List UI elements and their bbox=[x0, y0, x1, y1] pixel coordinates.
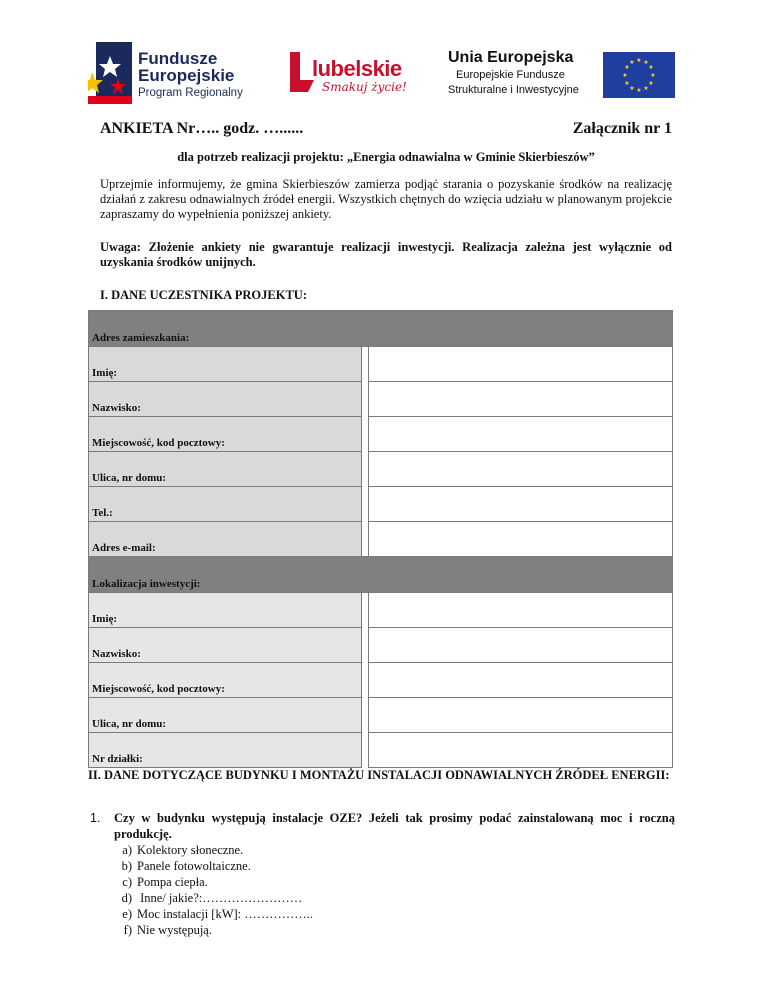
fe-line3: Program Regionalny bbox=[138, 87, 243, 99]
participant-form-table bbox=[88, 310, 673, 768]
address-header-row bbox=[89, 311, 673, 347]
answer-option[interactable]: d) Inne/ jakie?:…………………… bbox=[121, 891, 303, 905]
svg-text:★: ★ bbox=[624, 64, 630, 71]
survey-number: ANKIETA Nr….. godz. …...... bbox=[100, 120, 304, 137]
svg-text:★: ★ bbox=[629, 85, 635, 92]
attachment-label: Załącznik nr 1 bbox=[572, 120, 672, 137]
phone-input[interactable] bbox=[369, 487, 673, 522]
svg-text:★: ★ bbox=[636, 87, 642, 94]
field-label: Nazwisko: bbox=[89, 382, 362, 417]
location-first-name-input[interactable] bbox=[369, 593, 673, 628]
lubelskie-slogan: Smakuj życie! bbox=[322, 80, 407, 94]
fe-text bbox=[138, 50, 243, 101]
field-label: Imię: bbox=[89, 593, 362, 628]
svg-text:★: ★ bbox=[624, 80, 630, 87]
form-row bbox=[89, 733, 673, 768]
location-header: Lokalizacja inwestycji: bbox=[89, 557, 673, 593]
svg-text:★: ★ bbox=[643, 85, 649, 92]
eu-title: Unia Europejska bbox=[448, 49, 574, 66]
plot-number-input[interactable] bbox=[369, 733, 673, 768]
fe-stars-icon bbox=[88, 42, 132, 104]
project-subtitle: dla potrzeb realizacji projektu: „Energia odnawialna w Gminie Skierbieszów” bbox=[177, 150, 595, 164]
last-name-input[interactable] bbox=[369, 382, 673, 417]
answer-option[interactable]: f) Nie występują. bbox=[123, 923, 212, 937]
svg-text:★: ★ bbox=[650, 72, 656, 79]
fe-line2: Europejskie bbox=[138, 66, 235, 85]
field-label: Nr działki: bbox=[89, 733, 362, 768]
form-row bbox=[89, 452, 673, 487]
form-row bbox=[89, 487, 673, 522]
field-label: Miejscowość, kod pocztowy: bbox=[89, 663, 362, 698]
fe-line1: Fundusze bbox=[138, 49, 218, 68]
location-street-input[interactable] bbox=[369, 698, 673, 733]
intro-paragraph: Uprzejmie informujemy, że gmina Skierbieszów zamierza podjąć starania o pozyskanie środków na realizację działań z zakresu odnawialnych źródeł energii. Wszystkich chętnych do wzięcia udziału w planowanym projekcie zapraszamy do wypełnienia poniższej ankiety. bbox=[100, 177, 672, 221]
email-input[interactable] bbox=[369, 522, 673, 557]
form-row bbox=[89, 628, 673, 663]
form-row bbox=[89, 522, 673, 557]
field-label: Adres e-mail: bbox=[89, 522, 362, 557]
question-text: Czy w budynku występują instalacje OZE? Jeżeli tak prosimy podać zainstalowaną moc i roczną produkcję. bbox=[114, 811, 675, 841]
form-row bbox=[89, 593, 673, 628]
svg-text:★: ★ bbox=[648, 80, 654, 87]
location-last-name-input[interactable] bbox=[369, 628, 673, 663]
answer-option[interactable]: c) Pompa ciepła. bbox=[122, 875, 208, 889]
svg-text:★: ★ bbox=[622, 72, 628, 79]
location-city-postcode-input[interactable] bbox=[369, 663, 673, 698]
answer-option[interactable]: b) Panele fotowoltaiczne. bbox=[121, 859, 251, 873]
city-postcode-input[interactable] bbox=[369, 417, 673, 452]
question-1 bbox=[90, 810, 675, 938]
warning-paragraph: Uwaga: Złożenie ankiety nie gwarantuje realizacji inwestycji. Realizacja zależna jest wyłącznie od uzyskania środków unijnych. bbox=[100, 240, 672, 269]
field-label: Tel.: bbox=[89, 487, 362, 522]
form-row bbox=[89, 347, 673, 382]
question-number: 1. bbox=[90, 811, 101, 825]
address-header: Adres zamieszkania: bbox=[89, 311, 673, 347]
svg-text:★: ★ bbox=[636, 57, 642, 64]
street-input[interactable] bbox=[369, 452, 673, 487]
eu-stars-icon bbox=[603, 52, 675, 98]
section2-title: II. DANE DOTYCZĄCE BUDYNKU I MONTAŻU INSTALACJI ODNAWIALNYCH ŹRÓDEŁ ENERGII: bbox=[88, 768, 670, 782]
eu-flag-icon bbox=[603, 52, 675, 98]
form-row bbox=[89, 382, 673, 417]
svg-text:★: ★ bbox=[643, 59, 649, 66]
logo-bar bbox=[88, 40, 678, 110]
lubelskie-logo bbox=[286, 46, 408, 106]
first-name-input[interactable] bbox=[369, 347, 673, 382]
lubelskie-word: lubelskie bbox=[312, 56, 402, 81]
section1-title: I. DANE UCZESTNIKA PROJEKTU: bbox=[100, 288, 307, 302]
field-label: Miejscowość, kod pocztowy: bbox=[89, 417, 362, 452]
svg-text:★: ★ bbox=[629, 59, 635, 66]
form-row bbox=[89, 663, 673, 698]
location-header-row bbox=[89, 557, 673, 593]
answer-option[interactable]: a) Kolektory słoneczne. bbox=[122, 843, 244, 857]
eu-line3: Strukturalne i Inwestycyjne bbox=[448, 84, 579, 96]
svg-text:★: ★ bbox=[648, 64, 654, 71]
answer-options bbox=[112, 842, 675, 938]
fundusze-europejskie-logo bbox=[88, 42, 258, 104]
eu-logo-text bbox=[448, 48, 579, 98]
eu-line2: Europejskie Fundusze bbox=[456, 69, 565, 81]
form-row bbox=[89, 417, 673, 452]
answer-option[interactable]: e) Moc instalacji [kW]: …………….. bbox=[122, 907, 314, 921]
field-label: Nazwisko: bbox=[89, 628, 362, 663]
form-row bbox=[89, 698, 673, 733]
field-label: Ulica, nr domu: bbox=[89, 698, 362, 733]
field-label: Ulica, nr domu: bbox=[89, 452, 362, 487]
field-label: Imię: bbox=[89, 347, 362, 382]
